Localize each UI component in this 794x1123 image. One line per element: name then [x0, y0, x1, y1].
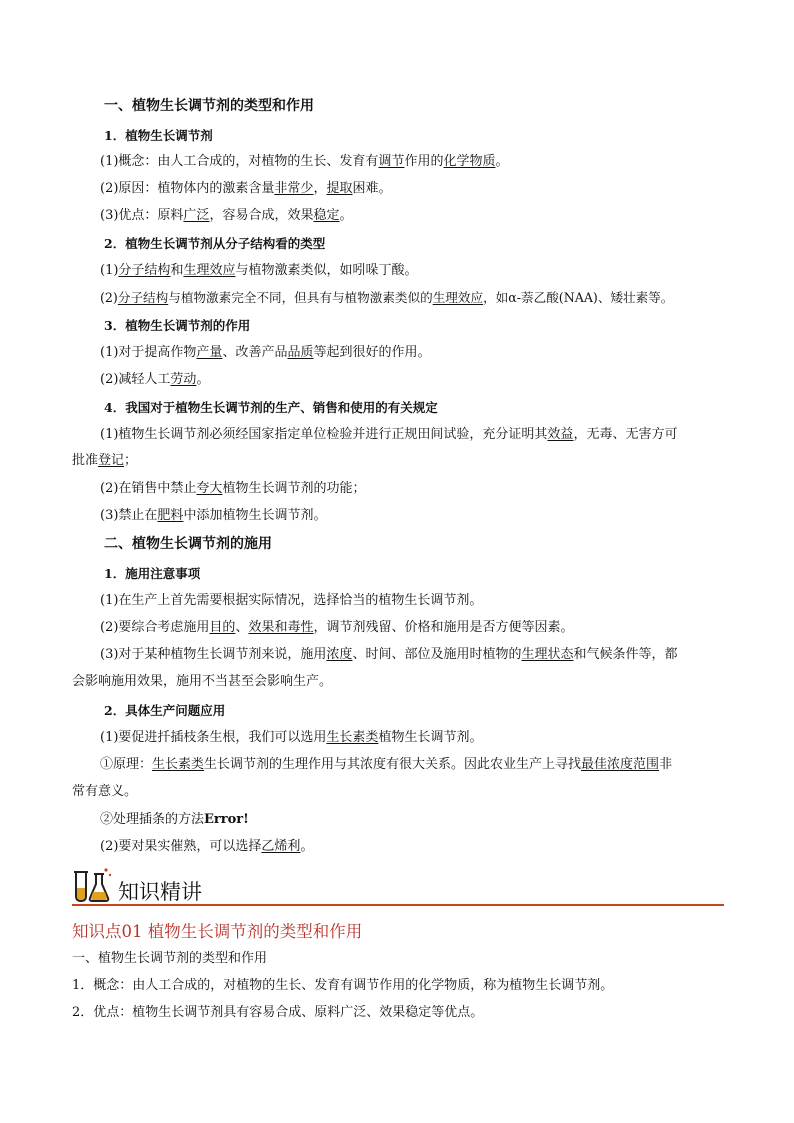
para-5-2: (2)要综合考虑施用目的、效果和毒性，调节剂残留、价格和施用是否方便等因素。: [100, 620, 574, 635]
para-6-3: ②处理插条的方法Error!: [100, 812, 249, 827]
para-5-3: (3)对于某种植物生长调节剂来说，施用浓度、时间、部位及施用时植物的生理状态和气候条件等，都: [100, 647, 678, 662]
knowledge-point-title: 知识点01 植物生长调节剂的类型和作用: [72, 922, 363, 941]
section-title: 知识精讲: [118, 880, 202, 904]
para-6-2: ①原理：生长素类生长调节剂的生理作用与其浓度有很大关系。因此农业生产上寻找最佳浓度范围非: [100, 757, 673, 772]
para-1-1: (1)概念：由人工合成的，对植物的生长、发育有调节作用的化学物质。: [100, 154, 509, 169]
heading-section-1: 一、植物生长调节剂的类型和作用: [104, 98, 314, 114]
para-5-3-cont: 会影响施用效果，施用不当甚至会影响生产。: [72, 674, 333, 689]
para-3-2: (2)减轻人工劳动。: [100, 372, 210, 387]
para-3-1: (1)对于提高作物产量、改善产品品质等起到很好的作用。: [100, 345, 431, 360]
para-6-4: (2)要对果实催熟，可以选择乙烯利。: [100, 839, 314, 854]
para-2-1: (1)分子结构和生理效应与植物激素类似，如吲哚丁酸。: [100, 263, 418, 278]
heading-section-2: 二、植物生长调节剂的施用: [104, 536, 272, 552]
subheading-4: 4．我国对于植物生长调节剂的生产、销售和使用的有关规定: [104, 400, 438, 415]
para-2-2: (2)分子结构与植物激素完全不同，但具有与植物激素类似的生理效应，如α-萘乙酸(NAA)、矮壮素等。: [100, 290, 674, 305]
subheading-6: 2．具体生产问题应用: [104, 703, 226, 718]
kp-line-2: 1．概念：由人工合成的，对植物的生长、发育有调节作用的化学物质，称为植物生长调节剂。: [72, 978, 614, 993]
para-1-3: (3)优点：原料广泛，容易合成，效果稳定。: [100, 208, 353, 223]
kp-line-1: 一、植物生长调节剂的类型和作用: [72, 951, 268, 966]
kp-line-3: 2．优点：植物生长调节剂具有容易合成、原料广泛、效果稳定等优点。: [72, 1005, 484, 1020]
para-5-1: (1)在生产上首先需要根据实际情况，选择恰当的植物生长调节剂。: [100, 593, 483, 608]
para-1-2: (2)原因：植物体内的激素含量非常少，提取困难。: [100, 181, 392, 196]
subheading-3: 3．植物生长调节剂的作用: [104, 318, 251, 333]
subheading-1: 1．植物生长调节剂: [104, 128, 213, 143]
lab-flask-icon: [70, 866, 114, 904]
subheading-5: 1．施用注意事项: [104, 566, 201, 581]
subheading-2: 2．植物生长调节剂从分子结构看的类型: [104, 236, 326, 251]
section-divider: [72, 904, 724, 906]
para-4-1: (1)植物生长调节剂必须经国家指定单位检验并进行正规田间试验，充分证明其效益，无毒、无害方可: [100, 427, 678, 442]
para-4-2: (2)在销售中禁止夸大植物生长调节剂的功能；: [100, 481, 366, 496]
para-6-1: (1)要促进扦插枝条生根，我们可以选用生长素类植物生长调节剂。: [100, 730, 483, 745]
para-6-2-cont: 常有意义。: [72, 784, 138, 799]
para-4-3: (3)禁止在肥料中添加植物生长调节剂。: [100, 508, 327, 523]
para-4-1-cont: 批准登记；: [72, 453, 138, 468]
